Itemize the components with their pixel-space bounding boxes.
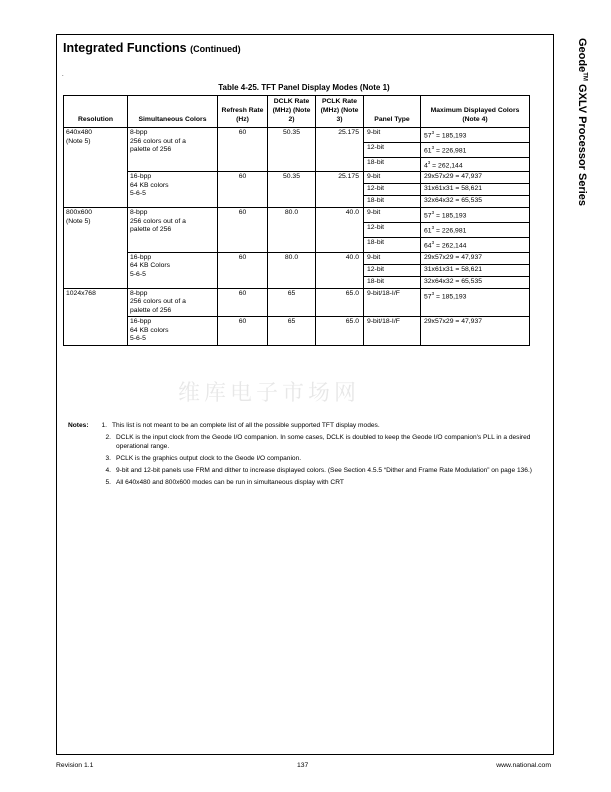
note-text: All 640x480 and 800x600 modes can be run in simultaneous display with CRT: [116, 479, 344, 486]
column-header: Panel Type: [364, 96, 421, 128]
simultaneous-colors-cell: [128, 128, 218, 172]
max-colors-value: = 226,981: [434, 147, 467, 155]
tft-modes-table: [63, 95, 530, 346]
max-colors-base: 29x57x29 = 47,937: [424, 173, 483, 181]
colors-line: 5-6-5: [130, 270, 146, 278]
colors-line: 256 colors out of a: [130, 298, 186, 306]
note-number: 5.: [105, 479, 111, 486]
side-brand-tm: TM: [581, 72, 588, 81]
resolution-note: (Note 5): [66, 137, 91, 145]
column-header: DCLK Rate (MHz) (Note 2): [268, 96, 316, 128]
resolution-cell: [64, 288, 128, 345]
notes-label: [68, 478, 96, 487]
max-colors-value: = 185,193: [434, 212, 467, 220]
note-item: [68, 466, 538, 475]
footer-revision: Revision 1.1: [56, 762, 94, 769]
max-colors-cell: [421, 184, 530, 196]
max-colors-value: = 185,193: [434, 292, 467, 300]
side-brand-rest: GXLV Processor Series: [576, 80, 588, 207]
max-colors-cell: [421, 128, 530, 143]
column-header: Simultaneous Colors: [128, 96, 218, 128]
max-colors-base: 32x64x32 = 65,535: [424, 277, 483, 285]
simultaneous-colors-cell: [128, 288, 218, 317]
max-colors-value: = 185,193: [434, 132, 467, 140]
resolution-note: (Note 5): [66, 217, 91, 225]
notes-label: Notes:: [68, 422, 89, 429]
refresh-rate-cell: 60: [218, 252, 268, 288]
max-colors-value: = 262,144: [430, 161, 463, 169]
max-colors-value: = 262,144: [434, 242, 467, 250]
simultaneous-colors-cell: [128, 252, 218, 288]
notes-section: [68, 421, 538, 490]
section-title-text: Integrated Functions: [63, 41, 187, 55]
colors-line: 16-bpp: [130, 253, 152, 261]
max-colors-cell: [421, 317, 530, 346]
colors-line: 64 KB colors: [130, 326, 169, 334]
max-colors-cell: [421, 142, 530, 157]
colors-line: palette of 256: [130, 146, 172, 153]
panel-type-cell: 9-bit: [364, 252, 421, 264]
simultaneous-colors-cell: [128, 317, 218, 346]
max-colors-exponent: 3: [431, 225, 435, 231]
max-colors-base: 57: [424, 132, 432, 140]
panel-type-cell: 12-bit: [364, 142, 421, 157]
dclk-rate-cell: 50.35: [268, 172, 316, 208]
note-item: [68, 433, 538, 451]
panel-type-cell: 9-bit: [364, 128, 421, 143]
max-colors-cell: [421, 196, 530, 208]
note-number: 3.: [105, 455, 111, 462]
max-colors-base: 31x61x31 = 58,621: [424, 265, 483, 273]
colors-line: 256 colors out of a: [130, 217, 186, 225]
note-text: This list is not meant to be an complete list of all the possible supported TFT display modes.: [112, 422, 380, 429]
max-colors-base: 57: [424, 292, 432, 300]
max-colors-base: 57: [424, 212, 432, 220]
panel-type-cell: 18-bit: [364, 157, 421, 172]
colors-line: palette of 256: [130, 306, 172, 314]
refresh-rate-cell: 60: [218, 208, 268, 252]
max-colors-base: 61: [424, 227, 432, 235]
notes-label: [68, 454, 96, 463]
pclk-rate-cell: 40.0: [316, 208, 364, 252]
note-number: 4.: [105, 467, 111, 474]
resolution-value: 800x600: [66, 209, 93, 217]
notes-label: [68, 466, 96, 475]
refresh-rate-cell: 60: [218, 288, 268, 317]
pclk-rate-cell: 65.0: [316, 317, 364, 346]
panel-type-cell: 9-bit/18-I/F: [364, 317, 421, 346]
max-colors-base: 4: [424, 161, 428, 169]
table-row: [64, 288, 530, 317]
side-brand-text: [576, 38, 588, 206]
section-title: [63, 41, 241, 55]
max-colors-cell: [421, 172, 530, 184]
note-item: [68, 478, 538, 487]
panel-type-cell: 12-bit: [364, 223, 421, 238]
resolution-cell: [64, 208, 128, 288]
side-brand-name: Geode: [576, 38, 588, 73]
panel-type-cell: 18-bit: [364, 276, 421, 288]
table-row: [64, 208, 530, 223]
section-title-suffix: (Continued): [190, 44, 241, 54]
refresh-rate-cell: 60: [218, 128, 268, 172]
max-colors-cell: [421, 264, 530, 276]
column-header: Maximum Displayed Colors (Note 4): [421, 96, 530, 128]
note-text: PCLK is the graphics output clock to the Geode I/O companion.: [116, 455, 302, 462]
max-colors-exponent: 3: [427, 159, 431, 165]
panel-type-cell: 12-bit: [364, 184, 421, 196]
colors-line: 256 colors out of a: [130, 137, 186, 145]
notes-label: [68, 433, 96, 451]
panel-type-cell: 9-bit: [364, 208, 421, 223]
colors-line: 8-bpp: [130, 209, 148, 217]
max-colors-cell: [421, 252, 530, 264]
colors-line: 64 KB colors: [130, 181, 169, 189]
max-colors-exponent: 3: [431, 144, 435, 150]
column-header: PCLK Rate (MHz) (Note 3): [316, 96, 364, 128]
resolution-cell: [64, 128, 128, 208]
colors-line: 8-bpp: [130, 129, 148, 136]
panel-type-cell: 9-bit/18-I/F: [364, 288, 421, 317]
simultaneous-colors-cell: [128, 172, 218, 208]
panel-type-cell: 9-bit: [364, 172, 421, 184]
max-colors-base: 29x57x29 = 47,937: [424, 253, 483, 261]
note-item: [68, 454, 538, 463]
max-colors-cell: [421, 208, 530, 223]
max-colors-exponent: 3: [431, 210, 435, 216]
pclk-rate-cell: 65.0: [316, 288, 364, 317]
note-item: [68, 421, 538, 430]
note-number: 2.: [105, 434, 111, 441]
panel-type-cell: 12-bit: [364, 264, 421, 276]
resolution-value: 1024x768: [66, 289, 96, 297]
dclk-rate-cell: 80.0: [268, 208, 316, 252]
max-colors-cell: [421, 157, 530, 172]
colors-line: palette of 256: [130, 226, 172, 234]
max-colors-cell: [421, 288, 530, 317]
dclk-rate-cell: 80.0: [268, 252, 316, 288]
pclk-rate-cell: 25.175: [316, 128, 364, 172]
dclk-rate-cell: 65: [268, 288, 316, 317]
panel-type-cell: 18-bit: [364, 237, 421, 252]
max-colors-exponent: 3: [431, 239, 435, 245]
table-header-row: [64, 96, 530, 128]
note-text: DCLK is the input clock from the Geode I/O companion. In some cases, DCLK is doubled to keep the Geode I/O companion's PLL in a desired operational range.: [116, 434, 531, 450]
note-number: 1.: [101, 422, 107, 429]
table-caption: Table 4-25. TFT Panel Display Modes (Note 1): [218, 83, 390, 92]
colors-line: 16-bpp: [130, 318, 152, 326]
colors-line: 8-bpp: [130, 289, 148, 297]
max-colors-base: 29x57x29 = 47,937: [424, 318, 483, 326]
refresh-rate-cell: 60: [218, 317, 268, 346]
table-body: [64, 128, 530, 346]
colors-line: 5-6-5: [130, 190, 146, 198]
note-text: 9-bit and 12-bit panels use FRM and dither to increase displayed colors. (See Section 4.5.5 “Dither and Frame Rate Modulation” on page 136.): [116, 467, 533, 474]
max-colors-exponent: 3: [431, 290, 435, 296]
max-colors-cell: [421, 237, 530, 252]
dclk-rate-cell: 50.35: [268, 128, 316, 172]
colors-line: 5-6-5: [130, 335, 146, 343]
max-colors-base: 31x61x31 = 58,621: [424, 185, 483, 193]
colors-line: 64 KB Colors: [130, 262, 171, 270]
pclk-rate-cell: 25.175: [316, 172, 364, 208]
footer-page-number: 137: [297, 762, 309, 769]
dclk-rate-cell: 65: [268, 317, 316, 346]
max-colors-cell: [421, 276, 530, 288]
footer-url[interactable]: www.national.com: [496, 762, 551, 769]
colors-line: 16-bpp: [130, 173, 152, 181]
max-colors-cell: [421, 223, 530, 238]
table-row: [64, 252, 530, 264]
table-row: [64, 172, 530, 184]
simultaneous-colors-cell: [128, 208, 218, 252]
stray-dot: .: [62, 72, 64, 78]
table-row: [64, 317, 530, 346]
side-brand: [553, 38, 607, 258]
max-colors-base: 61: [424, 147, 432, 155]
pclk-rate-cell: 40.0: [316, 252, 364, 288]
max-colors-exponent: 3: [431, 130, 435, 135]
column-header: Refresh Rate (Hz): [218, 96, 268, 128]
max-colors-value: = 226,981: [434, 227, 467, 235]
table-row: [64, 128, 530, 143]
page-frame-bottom: [56, 754, 554, 755]
max-colors-base: 32x64x32 = 65,535: [424, 197, 483, 205]
panel-type-cell: 18-bit: [364, 196, 421, 208]
max-colors-base: 64: [424, 242, 432, 250]
column-header: Resolution: [64, 96, 128, 128]
resolution-value: 640x480: [66, 129, 93, 136]
refresh-rate-cell: 60: [218, 172, 268, 208]
watermark: 维库电子市场网: [178, 381, 361, 406]
